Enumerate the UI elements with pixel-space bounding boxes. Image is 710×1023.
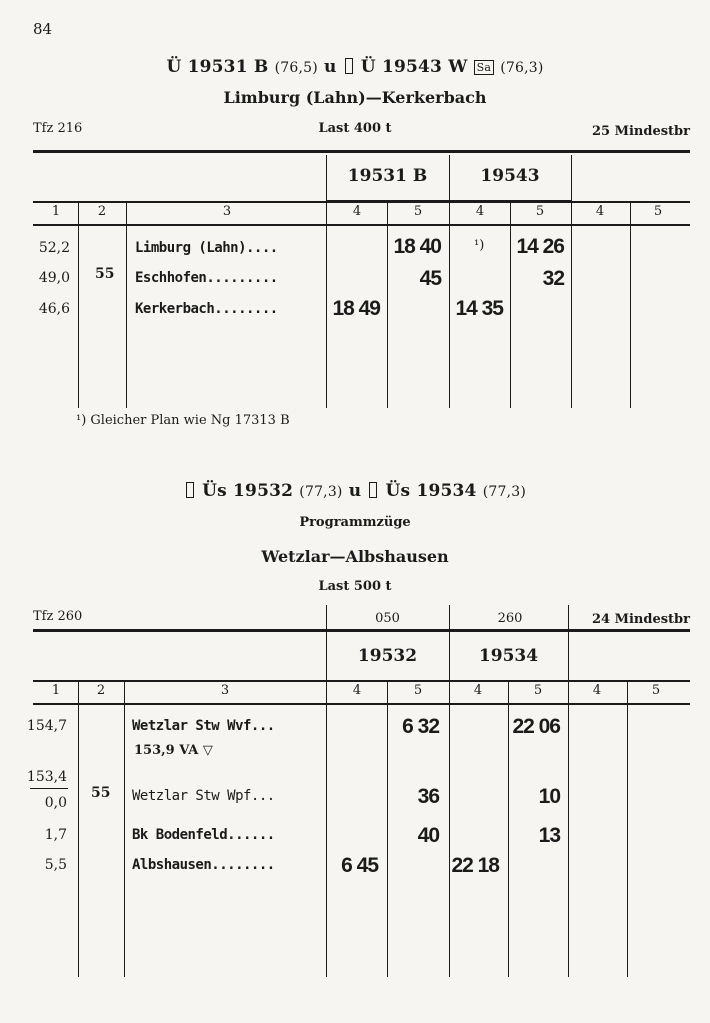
time-dep: 13 (538, 824, 560, 847)
section2-subtitle: Programmzüge (299, 515, 411, 530)
section2-last: Last 500 t (318, 579, 392, 594)
time-dep: 10 (538, 785, 560, 808)
km-value: 1,7 (44, 827, 67, 843)
time-arr: 22 18 (451, 854, 499, 877)
col-header: 5 (535, 204, 545, 219)
km-value: 153,4 (26, 769, 67, 785)
time-dep: 40 (417, 824, 439, 847)
time-dep: 36 (417, 785, 439, 808)
col-divider (78, 203, 79, 408)
footnote-ref: ¹) (474, 238, 485, 253)
col-header: 4 (352, 683, 362, 698)
speed-value: 55 (95, 266, 115, 282)
col-divider (627, 682, 628, 977)
km-value: 49,0 (38, 270, 70, 286)
time-dep: 32 (542, 267, 564, 290)
station-name: Wetzlar Stw Wpf... (132, 788, 275, 804)
station-name: Albshausen........ (132, 857, 275, 873)
time-arr: 18 49 (332, 297, 380, 320)
col-header: 4 (475, 204, 485, 219)
title-a: Üs 19532 (202, 481, 294, 501)
col-divider (568, 605, 569, 977)
bracket-symbol (369, 482, 377, 498)
bracket-symbol (345, 58, 353, 74)
table2-header-rule (33, 680, 690, 682)
col-header: 1 (51, 204, 61, 219)
va-note: 153,9 VA ▽ (134, 743, 213, 758)
time-arr: 14 35 (455, 297, 503, 320)
table1-top-rule (33, 150, 690, 153)
col-header: 4 (592, 683, 602, 698)
title-b-note: (77,3) (482, 484, 527, 500)
col-header: 1 (51, 683, 61, 698)
time-arr: 6 45 (341, 854, 378, 877)
col-divider (124, 682, 125, 977)
speed-value: 55 (91, 785, 111, 801)
col-header: 5 (413, 204, 423, 219)
time-dep: 18 40 (393, 235, 441, 258)
station-name: Bk Bodenfeld...... (132, 827, 275, 843)
km-value: 0,0 (44, 795, 67, 811)
col-divider (571, 155, 572, 408)
train2-header: 19534 (478, 646, 539, 666)
col-header: 4 (352, 204, 362, 219)
bracket-symbol (186, 482, 194, 498)
col-header: 2 (97, 204, 107, 219)
train1-header: 19531 B (347, 166, 428, 186)
time-dep: 6 32 (402, 715, 439, 738)
col-header: 2 (96, 683, 106, 698)
col-divider (126, 203, 127, 408)
footnote: ¹) Gleicher Plan wie Ng 17313 B (76, 413, 290, 428)
col-divider (510, 203, 511, 408)
col-header: 5 (413, 683, 423, 698)
title-b-note: (76,3) (500, 60, 544, 76)
col-divider (326, 155, 327, 408)
col-header: 4 (473, 683, 483, 698)
col-header: 3 (220, 683, 230, 698)
sa-box: Sa (474, 60, 495, 75)
station-name: Wetzlar Stw Wvf... (132, 718, 275, 734)
section1-route: Limburg (Lahn)—Kerkerbach (223, 88, 487, 107)
title-a-note: (77,3) (299, 484, 343, 500)
km-value: 154,7 (26, 718, 67, 734)
col-divider (387, 203, 388, 408)
col-header: 5 (653, 204, 663, 219)
km-value: 5,5 (44, 857, 67, 873)
section1-last: Last 400 t (318, 121, 392, 136)
time-dep: 14 26 (516, 235, 564, 258)
km-value: 46,6 (38, 301, 70, 317)
title-mid: u (348, 481, 362, 501)
km-break-rule (30, 788, 68, 789)
km-value: 52,2 (38, 240, 70, 256)
time-dep: 45 (419, 267, 441, 290)
table1-colnum-rule (33, 224, 690, 226)
title-b: Ü 19543 W (360, 57, 468, 77)
col-divider (449, 155, 450, 408)
section1-title (0, 57, 710, 77)
station-name: Limburg (Lahn).... (135, 240, 278, 256)
col-header: 3 (222, 204, 232, 219)
section2-mindestbr: 24 Mindestbr (591, 612, 690, 627)
loco2: 260 (497, 611, 523, 626)
station-name: Kerkerbach........ (135, 301, 278, 317)
table2-colnum-rule (33, 703, 690, 705)
section2-tfz: Tfz 260 (33, 609, 83, 624)
train2-header: 19543 (480, 166, 540, 186)
section1-tfz: Tfz 216 (33, 121, 83, 136)
section1-mindestbr: 25 Mindestbr (591, 124, 690, 139)
time-dep: 22 06 (512, 715, 560, 738)
col-divider (630, 203, 631, 408)
section2-route: Wetzlar—Albshausen (261, 547, 449, 566)
table2-top-rule (33, 629, 690, 632)
title-a-note: (76,5) (274, 60, 318, 76)
station-name: Eschhofen......... (135, 270, 278, 286)
title-b: Üs 19534 (385, 481, 477, 501)
col-header: 4 (595, 204, 605, 219)
train1-header: 19532 (357, 646, 418, 666)
loco1: 050 (375, 611, 400, 626)
col-header: 5 (651, 683, 661, 698)
title-mid: u (323, 57, 337, 77)
col-header: 5 (533, 683, 543, 698)
section2-title (0, 481, 710, 501)
col-divider (78, 682, 79, 977)
page-number: 84 (33, 20, 53, 38)
title-a: Ü 19531 B (166, 57, 269, 77)
